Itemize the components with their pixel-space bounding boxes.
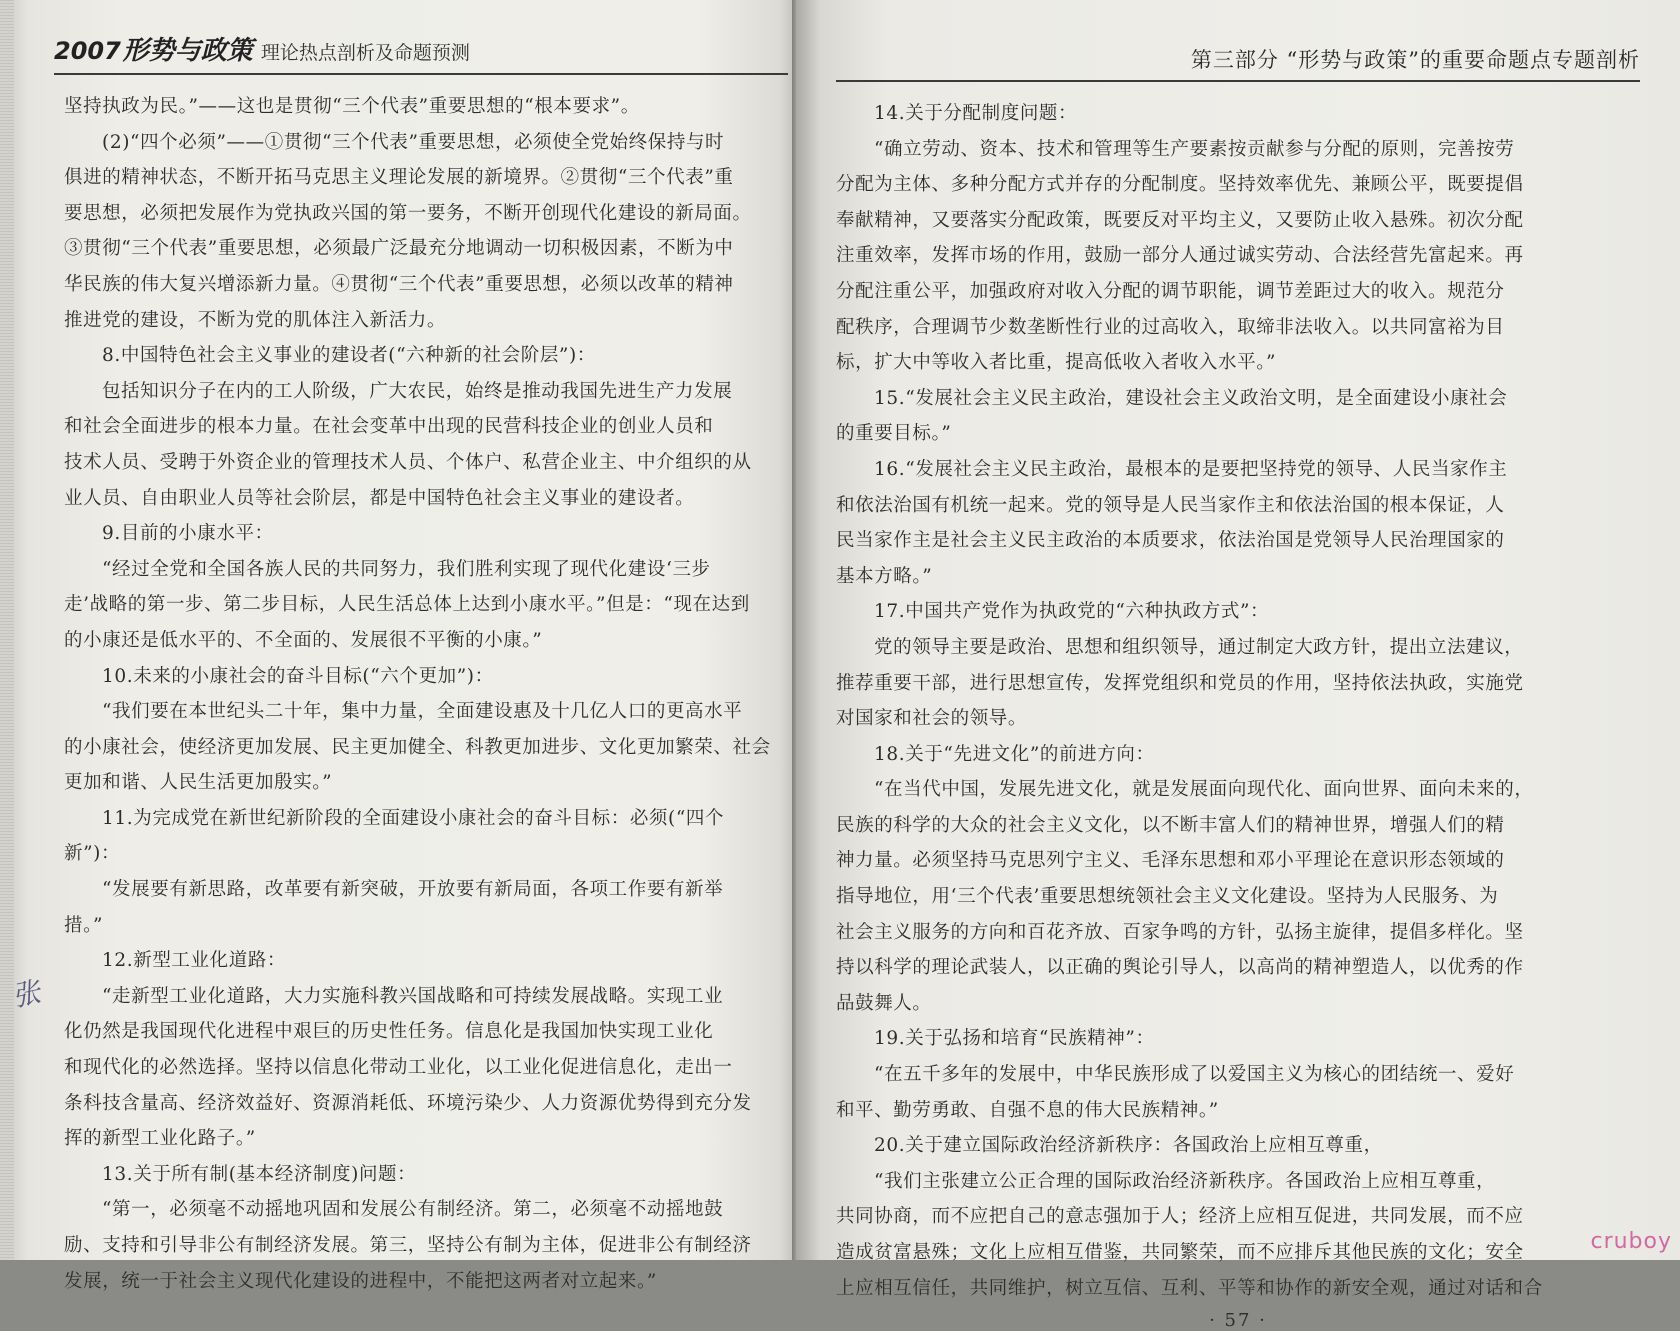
text-line: 17.中国共产党作为执政党的“六种执政方式”： bbox=[874, 601, 1270, 623]
text-line: 化仍然是我国现代化进程中艰巨的历史性任务。信息化是我国加快实现工业化 bbox=[64, 1021, 714, 1043]
text-line: 的小康社会，使经济更加发展、民主更加健全、科教更加进步、文化更加繁荣、社会 bbox=[64, 736, 771, 758]
text-line: “我们要在本世纪头二十年，集中力量，全面建设惠及十几亿人口的更高水平 bbox=[102, 701, 743, 723]
watermark: cruboy bbox=[1590, 1229, 1672, 1254]
text-line: 和现代化的必然选择。坚持以信息化带动工业化，以工业化促进信息化，走出一 bbox=[64, 1057, 733, 1079]
text-line: 19.关于弘扬和培育“民族精神”： bbox=[874, 1028, 1155, 1050]
text-line: 13.关于所有制(基本经济制度)问题： bbox=[102, 1163, 417, 1185]
text-line: 9.目前的小康水平： bbox=[102, 523, 274, 545]
text-line: 包括知识分子在内的工人阶级，广大农民，始终是推动我国先进生产力发展 bbox=[102, 380, 733, 402]
text-line: 18.关于“先进文化”的前进方向： bbox=[874, 743, 1155, 765]
text-line: 造成贫富悬殊；文化上应相互借鉴，共同繁荣，而不应排斥其他民族的文化；安全 bbox=[836, 1242, 1524, 1263]
text-line: 发展，统一于社会主义现代化建设的进程中，不能把这两者对立起来。” bbox=[64, 1270, 657, 1292]
text-line: 神力量。必须坚持马克思列宁主义、毛泽东思想和邓小平理论在意识形态领域的 bbox=[836, 850, 1505, 872]
text-line: 品鼓舞人。 bbox=[836, 992, 932, 1014]
text-line: 配秩序，合理调节少数垄断性行业的过高收入，取缔非法收入。以共同富裕为目 bbox=[836, 316, 1505, 338]
right-running-header: 第三部分 “形势与政策”的重要命题点专题剖析 bbox=[836, 44, 1640, 82]
text-line: 奉献精神，又要落实分配政策，既要反对平均主义，又要防止收入悬殊。初次分配 bbox=[836, 209, 1524, 231]
text-line: “确立劳动、资本、技术和管理等生产要素按贡献参与分配的原则，完善按劳 bbox=[874, 138, 1515, 160]
page-edge bbox=[0, 0, 14, 1260]
left-body-text bbox=[64, 89, 778, 1299]
text-line: 党的领导主要是政治、思想和组织领导，通过制定大政方针，提出立法建议， bbox=[874, 636, 1524, 658]
text-line: 民族的科学的大众的社会主义文化，以不断丰富人们的精神世界，增强人们的精 bbox=[836, 814, 1505, 836]
text-line: 14.关于分配制度问题： bbox=[874, 103, 1078, 124]
header-brand: 形势与政策 bbox=[122, 36, 253, 66]
text-line: 8.中国特色社会主义事业的建设者(“六种新的社会阶层”)： bbox=[102, 345, 596, 367]
left-running-header bbox=[54, 30, 788, 75]
text-line: “我们主张建立公正合理的国际政治经济新秩序。各国政治上应相互尊重， bbox=[874, 1170, 1496, 1192]
header-subtitle: 理论热点剖析及命题预测 bbox=[260, 42, 470, 64]
text-line: ③贯彻“三个代表”重要思想，必须最广泛最充分地调动一切积极因素，不断为中 bbox=[64, 238, 734, 260]
text-line: 推荐重要干部，进行思想宣传，发挥党组织和党员的作用，坚持依法执政，实施党 bbox=[836, 672, 1524, 694]
text-line: 要思想，必须把发展作为党执政兴国的第一要务，不断开创现代化建设的新局面。 bbox=[64, 202, 752, 224]
right-page bbox=[796, 0, 1680, 1331]
text-line: 11.为完成党在新世纪新阶段的全面建设小康社会的奋斗目标：必须(“四个 bbox=[102, 807, 725, 829]
text-line: “走新型工业化道路，大力实施科教兴国战略和可持续发展战略。实现工业 bbox=[102, 985, 724, 1007]
text-line: 社会主义服务的方向和百花齐放、百家争鸣的方针，弘扬主旋律，提倡多样化。坚 bbox=[836, 921, 1524, 943]
text-line: 坚持执政为民。”——这也是贯彻“三个代表”重要思想的“根本要求”。 bbox=[64, 96, 640, 117]
text-line: 20.关于建立国际政治经济新秩序：各国政治上应相互尊重， bbox=[874, 1135, 1383, 1157]
text-line: (2)“四个必须”——①贯彻“三个代表”重要思想，必须使全党始终保持与时 bbox=[102, 131, 725, 153]
text-line: “在当代中国，发展先进文化，就是发展面向现代化、面向世界、面向未来的， bbox=[874, 779, 1534, 801]
text-line: “在五千多年的发展中，中华民族形成了以爱国主义为核心的团结统一、爱好 bbox=[874, 1064, 1515, 1086]
text-line: 15.“发展社会主义民主政治，建设社会主义政治文明，是全面建设小康社会 bbox=[874, 387, 1508, 409]
text-line: 华民族的伟大复兴增添新力量。④贯彻“三个代表”重要思想，必须以改革的精神 bbox=[64, 273, 734, 295]
text-line: “第一，必须毫不动摇地巩固和发展公有制经济。第二，必须毫不动摇地鼓 bbox=[102, 1199, 724, 1221]
text-line: 注重效率，发挥市场的作用，鼓励一部分人通过诚实劳动、合法经营先富起来。再 bbox=[836, 245, 1524, 267]
text-line: 的小康还是低水平的、不全面的、发展很不平衡的小康。” bbox=[64, 629, 543, 651]
text-line: 分配注重公平，加强政府对收入分配的调节职能，调节差距过大的收入。规范分 bbox=[836, 280, 1505, 302]
text-line: 业人员、自由职业人员等社会阶层，都是中国特色社会主义事业的建设者。 bbox=[64, 487, 695, 509]
text-line: 条科技含量高、经济效益好、资源消耗低、环境污染少、人力资源优势得到充分发 bbox=[64, 1092, 752, 1114]
right-body-text bbox=[836, 96, 1640, 1306]
text-line: 走’战略的第一步、第二步目标，人民生活总体上达到小康水平。”但是：“现在达到 bbox=[64, 594, 750, 616]
header-year: 2007 bbox=[54, 37, 121, 65]
text-line: 和依法治国有机统一起来。党的领导是人民当家作主和依法治国的根本保证，人 bbox=[836, 494, 1505, 516]
text-line: 持以科学的理论武装人，以正确的舆论引导人，以高尚的精神塑造人，以优秀的作 bbox=[836, 957, 1524, 979]
text-line: 共同协商，而不应把自己的意志强加于人；经济上应相互促进，共同发展，而不应 bbox=[836, 1206, 1524, 1228]
text-line: 标，扩大中等收入者比重，提高低收入者收入水平。” bbox=[836, 352, 1277, 374]
text-line: 和平、勤劳勇敢、自强不息的伟大民族精神。” bbox=[836, 1099, 1219, 1121]
text-line: “经过全党和全国各族人民的共同努力，我们胜利实现了现代化建设‘三步 bbox=[102, 558, 711, 580]
text-line: 挥的新型工业化路子。” bbox=[64, 1128, 256, 1150]
text-line: 措。” bbox=[64, 914, 104, 936]
text-line: 12.新型工业化道路： bbox=[102, 950, 287, 972]
text-line: 更加和谐、人民生活更加殷实。” bbox=[64, 772, 333, 794]
text-line: 分配为主体、多种分配方式并存的分配制度。坚持效率优先、兼顾公平，既要提倡 bbox=[836, 174, 1524, 196]
text-line: 的重要目标。” bbox=[836, 423, 952, 445]
text-line: 对国家和社会的领导。 bbox=[836, 708, 1028, 730]
text-line: 上应相互信任，共同维护，树立互信、互利、平等和协作的新安全观，通过对话和合 bbox=[836, 1277, 1543, 1299]
text-line: 和社会全面进步的根本力量。在社会变革中出现的民营科技企业的创业人员和 bbox=[64, 416, 714, 438]
left-page bbox=[0, 0, 800, 1292]
page-number: · 57 · bbox=[1209, 1310, 1267, 1331]
margin-handwriting: 张 bbox=[9, 975, 44, 1014]
text-line: 民当家作主是社会主义民主政治的本质要求，依法治国是党领导人民治理国家的 bbox=[836, 530, 1505, 552]
text-line: 16.“发展社会主义民主政治，最根本的是要把坚持党的领导、人民当家作主 bbox=[874, 458, 1508, 480]
text-line: 俱进的精神状态，不断开拓马克思主义理论发展的新境界。②贯彻“三个代表”重 bbox=[64, 167, 734, 189]
text-line: 励、支持和引导非公有制经济发展。第三，坚持公有制为主体，促进非公有制经济 bbox=[64, 1235, 752, 1256]
text-line: 新”)： bbox=[64, 843, 121, 865]
text-line: 技术人员、受聘于外资企业的管理技术人员、个体户、私营企业主、中介组织的从 bbox=[64, 451, 752, 473]
text-line: “发展要有新思路，改革要有新突破，开放要有新局面，各项工作要有新举 bbox=[102, 879, 724, 901]
text-line: 10.未来的小康社会的奋斗目标(“六个更加”)： bbox=[102, 665, 494, 687]
text-line: 基本方略。” bbox=[836, 565, 933, 587]
text-line: 指导地位，用‘三个代表’重要思想统领社会主义文化建设。坚持为人民服务、为 bbox=[836, 886, 1499, 908]
text-line: 推进党的建设，不断为党的肌体注入新活力。 bbox=[64, 309, 447, 331]
